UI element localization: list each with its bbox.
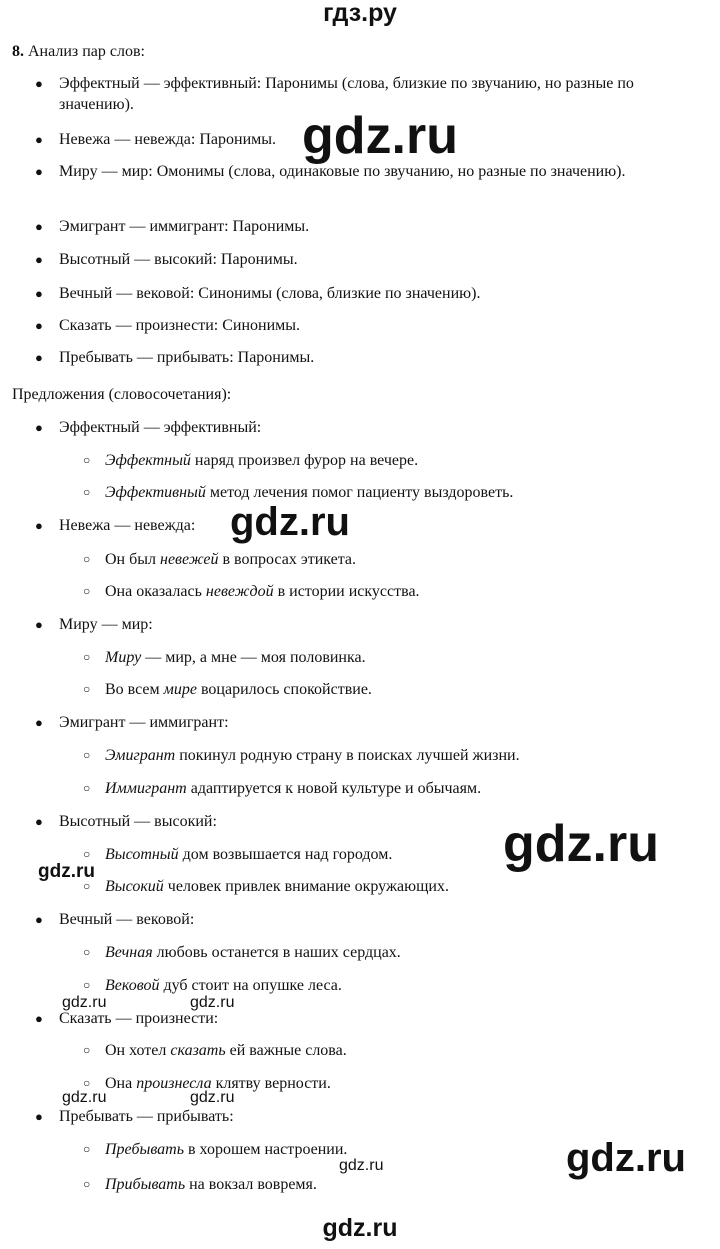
site-header: гдз.ру bbox=[323, 0, 397, 27]
bullet-icon: ● bbox=[35, 814, 43, 829]
example-sentence: ○ Пребывать в хорошем настроении. bbox=[83, 1141, 348, 1158]
watermark: gdz.ru bbox=[190, 1089, 235, 1106]
pair-item bbox=[35, 249, 699, 270]
bullet-icon: ● bbox=[35, 318, 43, 333]
bullet-icon: ● bbox=[35, 912, 43, 927]
highlight-word: Прибывать bbox=[105, 1176, 186, 1193]
highlight-word: Иммигрант bbox=[105, 780, 187, 797]
group-title: ● Эмигрант — иммигрант: bbox=[35, 714, 229, 731]
example-sentence: ○ Эффектный наряд произвел фурор на вечере. bbox=[83, 452, 419, 469]
highlight-word: Эмигрант bbox=[105, 747, 176, 764]
bullet-icon: ● bbox=[35, 76, 43, 91]
group-title: ● Сказать — произнести: bbox=[35, 1010, 219, 1027]
highlight-word: Высотный bbox=[105, 846, 179, 863]
highlight-word: Высокий bbox=[105, 878, 164, 895]
group-title: ● Миру — мир: bbox=[35, 616, 153, 633]
group-title: ● Невежа — невежда: bbox=[35, 517, 196, 534]
watermark: gdz.ru bbox=[38, 861, 95, 882]
example-sentence: ○ Миру — мир, а мне — моя половинка. bbox=[83, 649, 366, 666]
watermark: gdz.ru bbox=[190, 994, 235, 1011]
watermark: gdz.ru bbox=[62, 994, 107, 1011]
example-sentence: ○ Высотный дом возвышается над городом. bbox=[83, 846, 393, 863]
circle-bullet-icon: ○ bbox=[83, 1177, 91, 1191]
highlight-word: мире bbox=[163, 681, 197, 698]
example-sentence: ○ Он был невежей в вопросах этикета. bbox=[83, 551, 357, 568]
bullet-icon: ● bbox=[35, 132, 43, 147]
example-sentence: ○ Вековой дуб стоит на опушке леса. bbox=[83, 977, 342, 994]
highlight-word: Вековой bbox=[105, 977, 160, 994]
watermark: gdz.ru bbox=[566, 1136, 686, 1180]
pair-item bbox=[35, 216, 699, 237]
pair-item bbox=[35, 347, 699, 368]
bullet-icon: ● bbox=[35, 219, 43, 234]
watermark: gdz.ru bbox=[62, 1089, 107, 1106]
watermark: gdz.ru bbox=[503, 815, 659, 873]
watermark: gdz.ru bbox=[230, 500, 350, 544]
highlight-word: невежей bbox=[160, 551, 219, 568]
example-sentence: ○ Эффективный метод лечения помог пациенту выздороветь. bbox=[83, 484, 514, 501]
example-sentence: ○ Во всем мире воцарилось спокойствие. bbox=[83, 681, 372, 698]
bullet-icon: ● bbox=[35, 518, 43, 533]
circle-bullet-icon: ○ bbox=[83, 552, 91, 566]
pair-text: Миру — мир: Омонимы (слова, одинаковые по звучанию, но разные по значению). bbox=[59, 163, 626, 180]
highlight-word: Эффективный bbox=[105, 484, 206, 501]
circle-bullet-icon: ○ bbox=[83, 584, 91, 598]
bullet-icon: ● bbox=[35, 617, 43, 632]
circle-bullet-icon: ○ bbox=[83, 847, 91, 861]
pair-text: Высотный — высокий: Паронимы. bbox=[59, 251, 298, 268]
pair-item bbox=[35, 283, 699, 304]
bullet-icon: ● bbox=[35, 286, 43, 301]
bullet-icon: ● bbox=[35, 164, 43, 179]
pair-text: Эффектный — эффективный: Паронимы (слова, близкие по звучанию, но разные по значению). bbox=[59, 75, 634, 113]
pair-text: Невежа — невежда: Паронимы. bbox=[59, 131, 276, 148]
highlight-word: Эффектный bbox=[105, 452, 191, 469]
group-title: ● Вечный — вековой: bbox=[35, 911, 195, 928]
circle-bullet-icon: ○ bbox=[83, 1043, 91, 1057]
pair-item bbox=[35, 315, 699, 336]
circle-bullet-icon: ○ bbox=[83, 978, 91, 992]
highlight-word: Вечная bbox=[105, 944, 153, 961]
watermark: gdz.ru bbox=[339, 1157, 384, 1174]
example-sentence: ○ Высокий человек привлек внимание окружающих. bbox=[83, 878, 449, 895]
task-title: Анализ пар слов: bbox=[28, 43, 145, 60]
circle-bullet-icon: ○ bbox=[83, 945, 91, 959]
watermark: gdz.ru bbox=[302, 107, 458, 165]
bullet-icon: ● bbox=[35, 350, 43, 365]
task-number: 8. bbox=[12, 43, 24, 60]
circle-bullet-icon: ○ bbox=[83, 1142, 91, 1156]
bullet-icon: ● bbox=[35, 1011, 43, 1026]
group-title: ● Высотный — высокий: bbox=[35, 813, 217, 830]
bullet-icon: ● bbox=[35, 715, 43, 730]
example-sentence: ○ Эмигрант покинул родную страну в поисках лучшей жизни. bbox=[83, 747, 520, 764]
highlight-word: произнесла bbox=[136, 1075, 212, 1092]
group-title: ● Эффектный — эффективный: bbox=[35, 419, 262, 436]
pair-text: Пребывать — прибывать: Паронимы. bbox=[59, 349, 315, 366]
pair-text: Сказать — произнести: Синонимы. bbox=[59, 317, 301, 334]
site-footer: gdz.ru bbox=[322, 1214, 398, 1242]
task-heading bbox=[12, 42, 145, 62]
example-sentence: ○ Иммигрант адаптируется к новой культуре и обычаям. bbox=[83, 780, 482, 797]
circle-bullet-icon: ○ bbox=[83, 485, 91, 499]
highlight-word: Пребывать bbox=[105, 1141, 184, 1158]
example-sentence: ○ Вечная любовь останется в наших сердцах. bbox=[83, 944, 401, 961]
bullet-icon: ● bbox=[35, 1109, 43, 1124]
circle-bullet-icon: ○ bbox=[83, 879, 91, 893]
group-title: ● Пребывать — прибывать: bbox=[35, 1108, 234, 1125]
sentences-heading: Предложения (словосочетания): bbox=[12, 386, 232, 403]
example-sentence: ○ Он хотел сказать ей важные слова. bbox=[83, 1042, 347, 1059]
pair-text: Эмигрант — иммигрант: Паронимы. bbox=[59, 218, 310, 235]
circle-bullet-icon: ○ bbox=[83, 748, 91, 762]
bullet-icon: ● bbox=[35, 252, 43, 267]
bullet-icon: ● bbox=[35, 420, 43, 435]
highlight-word: сказать bbox=[170, 1042, 226, 1059]
circle-bullet-icon: ○ bbox=[83, 453, 91, 467]
example-sentence: ○ Прибывать на вокзал вовремя. bbox=[83, 1176, 317, 1193]
highlight-word: Миру bbox=[105, 649, 142, 666]
example-sentence: ○ Она оказалась невеждой в истории искусства. bbox=[83, 583, 420, 600]
circle-bullet-icon: ○ bbox=[83, 650, 91, 664]
circle-bullet-icon: ○ bbox=[83, 682, 91, 696]
highlight-word: невеждой bbox=[205, 583, 274, 600]
circle-bullet-icon: ○ bbox=[83, 1076, 91, 1090]
example-sentence: ○ Она произнесла клятву верности. bbox=[83, 1075, 331, 1092]
pair-text: Вечный — вековой: Синонимы (слова, близкие по значению). bbox=[59, 285, 481, 302]
circle-bullet-icon: ○ bbox=[83, 781, 91, 795]
